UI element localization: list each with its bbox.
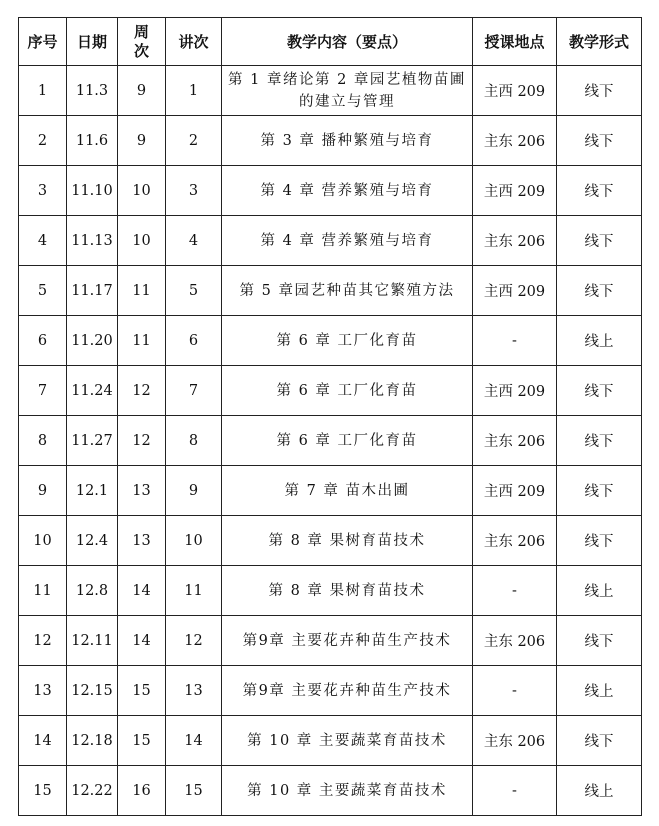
cell-mode: 线下 [557,616,642,666]
cell-lecture: 14 [166,716,222,766]
cell-date: 12.18 [67,716,118,766]
cell-mode: 线上 [557,316,642,366]
cell-lecture: 7 [166,366,222,416]
cell-date: 12.8 [67,566,118,616]
cell-lecture: 8 [166,416,222,466]
cell-lecture: 11 [166,566,222,616]
cell-location: 主西 209 [473,166,557,216]
header-row [19,18,642,66]
cell-location: 主东 206 [473,516,557,566]
cell-seq: 5 [19,266,67,316]
cell-seq: 1 [19,66,67,116]
cell-seq: 15 [19,766,67,816]
cell-date: 11.13 [67,216,118,266]
cell-lecture: 15 [166,766,222,816]
cell-content: 第 6 章 工厂化育苗 [222,366,473,416]
cell-date: 11.27 [67,416,118,466]
cell-location: 主东 206 [473,716,557,766]
cell-content: 第 7 章 苗木出圃 [222,466,473,516]
cell-week: 12 [118,366,166,416]
cell-week: 9 [118,116,166,166]
cell-content: 第 3 章 播种繁殖与培育 [222,116,473,166]
cell-content: 第 6 章 工厂化育苗 [222,316,473,366]
header-location: 授课地点 [473,18,557,66]
cell-mode: 线上 [557,666,642,716]
cell-seq: 3 [19,166,67,216]
table-row [19,316,642,366]
cell-seq: 6 [19,316,67,366]
cell-date: 12.4 [67,516,118,566]
header-lecture: 讲次 [166,18,222,66]
cell-seq: 10 [19,516,67,566]
table-row [19,366,642,416]
cell-location: 主东 206 [473,216,557,266]
cell-location: - [473,666,557,716]
table-row [19,166,642,216]
header-week-top: 周 [133,22,149,41]
cell-location: - [473,766,557,816]
cell-seq: 2 [19,116,67,166]
cell-seq: 4 [19,216,67,266]
cell-week: 15 [118,666,166,716]
cell-week: 15 [118,716,166,766]
cell-content: 第 8 章 果树育苗技术 [222,566,473,616]
cell-mode: 线下 [557,116,642,166]
cell-date: 12.11 [67,616,118,666]
header-date: 日期 [67,18,118,66]
cell-week: 16 [118,766,166,816]
cell-date: 11.10 [67,166,118,216]
header-week [118,18,166,66]
cell-mode: 线下 [557,216,642,266]
cell-week: 12 [118,416,166,466]
cell-location: 主东 206 [473,416,557,466]
cell-date: 11.6 [67,116,118,166]
cell-lecture: 9 [166,466,222,516]
table-row [19,566,642,616]
cell-content: 第 6 章 工厂化育苗 [222,416,473,466]
cell-mode: 线上 [557,766,642,816]
header-mode: 教学形式 [557,18,642,66]
cell-mode: 线下 [557,416,642,466]
cell-location: 主东 206 [473,116,557,166]
cell-location: 主西 209 [473,466,557,516]
cell-week: 10 [118,166,166,216]
cell-lecture: 12 [166,616,222,666]
cell-mode: 线下 [557,266,642,316]
cell-week: 14 [118,566,166,616]
header-content: 教学内容（要点） [222,18,473,66]
cell-week: 13 [118,516,166,566]
cell-mode: 线下 [557,166,642,216]
cell-lecture: 6 [166,316,222,366]
cell-date: 11.3 [67,66,118,116]
cell-seq: 8 [19,416,67,466]
cell-week: 13 [118,466,166,516]
cell-location: 主西 209 [473,366,557,416]
cell-date: 12.15 [67,666,118,716]
cell-week: 10 [118,216,166,266]
cell-seq: 7 [19,366,67,416]
cell-content: 第 8 章 果树育苗技术 [222,516,473,566]
table-row [19,216,642,266]
cell-week: 14 [118,616,166,666]
table-row [19,666,642,716]
cell-lecture: 10 [166,516,222,566]
cell-location: - [473,316,557,366]
cell-mode: 线下 [557,366,642,416]
cell-mode: 线下 [557,516,642,566]
cell-week: 11 [118,266,166,316]
table-row [19,616,642,666]
cell-content: 第 1 章绪论第 2 章园艺植物苗圃的建立与管理 [222,66,473,116]
schedule-table [18,17,642,816]
cell-content: 第 10 章 主要蔬菜育苗技术 [222,766,473,816]
cell-mode: 线下 [557,466,642,516]
cell-week: 11 [118,316,166,366]
table-row [19,66,642,116]
cell-content: 第 10 章 主要蔬菜育苗技术 [222,716,473,766]
cell-date: 11.17 [67,266,118,316]
table-row [19,516,642,566]
header-week-bottom: 次 [133,41,149,60]
cell-mode: 线上 [557,566,642,616]
table-row [19,116,642,166]
cell-date: 11.20 [67,316,118,366]
table-row [19,266,642,316]
cell-seq: 13 [19,666,67,716]
cell-seq: 14 [19,716,67,766]
cell-lecture: 5 [166,266,222,316]
header-seq: 序号 [19,18,67,66]
cell-lecture: 4 [166,216,222,266]
table-row [19,416,642,466]
cell-content: 第 4 章 营养繁殖与培育 [222,166,473,216]
cell-location: - [473,566,557,616]
cell-week: 9 [118,66,166,116]
cell-lecture: 3 [166,166,222,216]
cell-date: 11.24 [67,366,118,416]
cell-lecture: 1 [166,66,222,116]
table-row [19,716,642,766]
cell-mode: 线下 [557,66,642,116]
cell-seq: 11 [19,566,67,616]
table-row [19,466,642,516]
cell-date: 12.22 [67,766,118,816]
cell-location: 主东 206 [473,616,557,666]
cell-lecture: 13 [166,666,222,716]
cell-date: 12.1 [67,466,118,516]
cell-content: 第 4 章 营养繁殖与培育 [222,216,473,266]
table-row [19,766,642,816]
cell-seq: 12 [19,616,67,666]
cell-content: 第9章 主要花卉种苗生产技术 [222,616,473,666]
cell-location: 主西 209 [473,66,557,116]
cell-content: 第9章 主要花卉种苗生产技术 [222,666,473,716]
cell-location: 主西 209 [473,266,557,316]
cell-mode: 线下 [557,716,642,766]
cell-content: 第 5 章园艺种苗其它繁殖方法 [222,266,473,316]
cell-seq: 9 [19,466,67,516]
cell-lecture: 2 [166,116,222,166]
